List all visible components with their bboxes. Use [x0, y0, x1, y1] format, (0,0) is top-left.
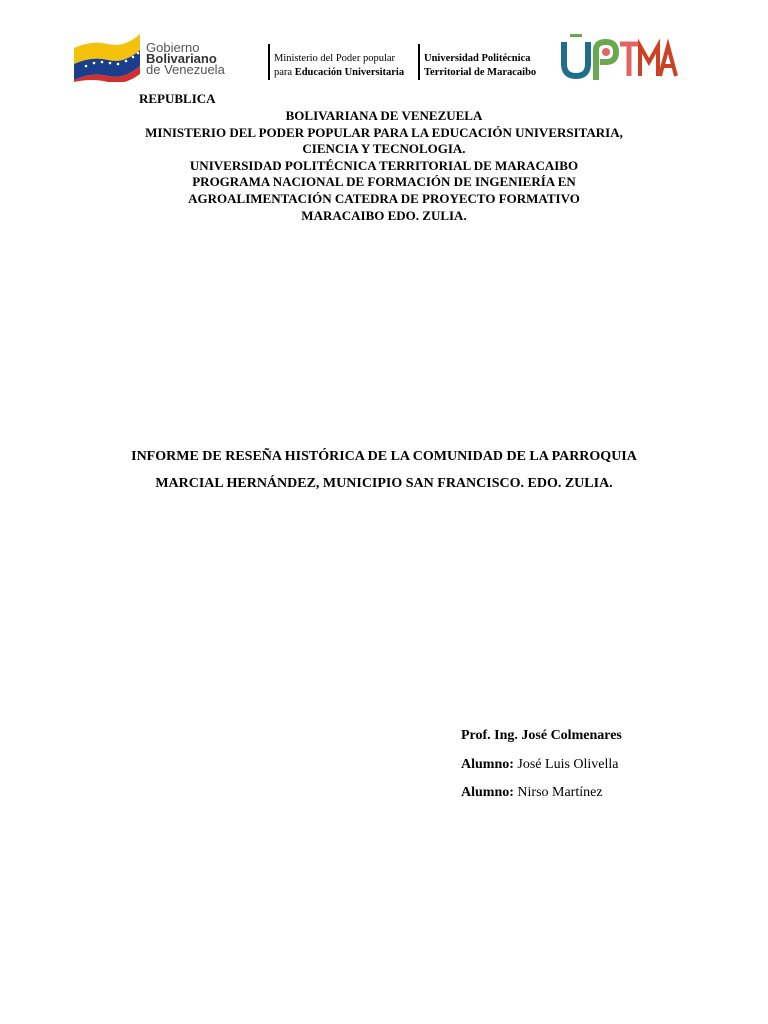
institution-line: AGROALIMENTACIÓN CATEDRA DE PROYECTO FORMATIVO	[188, 190, 580, 206]
ministerio-line2: para Educación Universitaria	[274, 67, 405, 78]
professor-credit: Prof. Ing. José Colmenares	[461, 728, 622, 743]
header-divider	[418, 44, 420, 80]
report-title	[90, 443, 678, 497]
institution-heading	[100, 108, 668, 224]
header-divider	[268, 44, 270, 80]
institution-line: BOLIVARIANA DE VENEZUELA	[285, 108, 483, 123]
ministerio-line1: Ministerio del Poder popular	[274, 53, 396, 64]
document-header	[70, 28, 680, 84]
institution-line: CIENCIA Y TECNOLOGIA.	[302, 141, 466, 157]
institution-line: MARACAIBO EDO. ZULIA.	[301, 207, 467, 223]
universidad-label	[424, 52, 536, 80]
gobierno-line2: Bolivariano	[146, 51, 217, 66]
universidad-line1: Universidad Politécnica	[424, 53, 531, 64]
venezuela-flag-logo	[72, 30, 142, 82]
republica-label: REPUBLICA	[139, 91, 216, 106]
gobierno-line1: Gobierno	[146, 40, 200, 55]
institution-line: MINISTERIO DEL PODER POPULAR PARA LA EDUCACIÓN UNIVERSITARIA,	[145, 124, 623, 140]
gobierno-line3: de Venezuela	[146, 62, 225, 77]
report-title-line: MARCIAL HERNÁNDEZ, MUNICIPIO SAN FRANCISCO. EDO. ZULIA.	[155, 476, 613, 491]
credits-block	[461, 722, 622, 808]
uptma-logo	[560, 32, 678, 82]
gobierno-bolivariano-logo-text	[146, 42, 225, 75]
institution-line: PROGRAMA NACIONAL DE FORMACIÓN DE INGENIERÍA EN	[192, 174, 576, 190]
ministerio-label	[274, 52, 404, 80]
report-title-line: INFORME DE RESEÑA HISTÓRICA DE LA COMUNIDAD DE LA PARROQUIA	[131, 449, 637, 464]
student-credit: Alumno: Nirso Martínez	[461, 785, 603, 800]
student-credit: Alumno: José Luis Olivella	[461, 756, 619, 772]
institution-line: UNIVERSIDAD POLITÉCNICA TERRITORIAL DE MARACAIBO	[189, 157, 579, 173]
universidad-line2: Territorial de Maracaibo	[424, 67, 537, 78]
